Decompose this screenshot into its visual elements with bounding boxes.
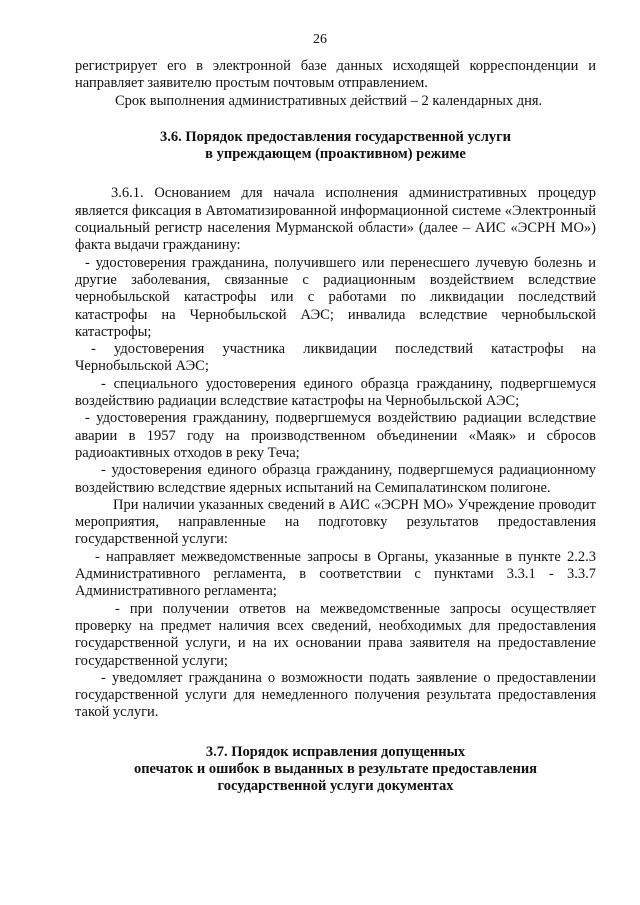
paragraph-continuation: регистрирует его в электронной базе данных исходящей корреспонденции и направляет заявителю простым почтовым отправлением. <box>75 58 596 92</box>
paragraph-basis: 3.6.1. Основанием для начала исполнения административных процедур является фиксация в Автоматизированной информационной системе «Электронный социальный регистр населения Мурманской области» (далее – АИС «ЭСРН МО») факта выдачи гражданину: <box>75 185 596 254</box>
page-number: 26 <box>313 32 327 47</box>
list-item: - при получении ответов на межведомственные запросы осуществляет проверку на предмет наличия всех сведений, необходимых для предоставления государственной услуги, и на их основании права заявителя на предоставление государственной услуги; <box>75 600 596 669</box>
list-item: - направляет межведомственные запросы в Органы, указанные в пункте 2.2.3 Административного регламента, в соответствии с пунктами 3.3.1 - 3.3.7 Административного регламента; <box>75 548 596 600</box>
section-title-line: в упреждающем (проактивном) режиме <box>205 146 466 163</box>
list-item: - удостоверения единого образца гражданину, подвергшемуся радиационному воздействию вследствие ядерных испытаний на Семипалатинском полигоне. <box>75 462 596 496</box>
paragraph-deadline: Срок выполнения административных действий – 2 календарных дня. <box>115 92 543 109</box>
section-heading-3-7 <box>75 744 596 796</box>
section-title-line: 3.6. Порядок предоставления государственной услуги <box>159 128 512 145</box>
section-title-line: государственной услуги документах <box>217 778 454 795</box>
paragraph-institution: При наличии указанных сведений в АИС «ЭСРН МО» Учреждение проводит мероприятия, направленные на подготовку результатов предоставления государственной услуги: <box>75 496 596 548</box>
section-body-3-6 <box>75 185 596 721</box>
section-heading-3-6 <box>75 129 596 164</box>
list-item: - удостоверения гражданину, подвергшемуся воздействию радиации вследствие аварии в 1957 году на производственном объединении «Маяк» и сбросов радиоактивных отходов в реку Теча; <box>75 410 596 461</box>
section-title-line: 3.7. Порядок исправления допущенных <box>205 743 466 760</box>
page-body <box>75 58 596 796</box>
section-title-line: опечаток и ошибок в выданных в результате предоставления <box>133 760 538 777</box>
list-item: - уведомляет гражданина о возможности подать заявление о предоставлении государственной услуги для немедленного получения результата предоставления такой услуги. <box>75 669 596 721</box>
list-item: - удостоверения участника ликвидации последствий катастрофы на Чернобыльской АЭС; <box>75 341 596 375</box>
list-item: - удостоверения гражданина, получившего или перенесшего лучевую болезнь и другие заболевания, связанные с радиационным воздействием вследствие чернобыльской катастрофы или с работами по ликвидации последствий катастрофы на Чернобыльской АЭС; инвалида вследствие чернобыльской катастрофы; <box>75 254 596 340</box>
list-item: - специального удостоверения единого образца гражданину, подвергшемуся воздействию радиации вследствие катастрофы на Чернобыльской АЭС; <box>75 375 596 410</box>
